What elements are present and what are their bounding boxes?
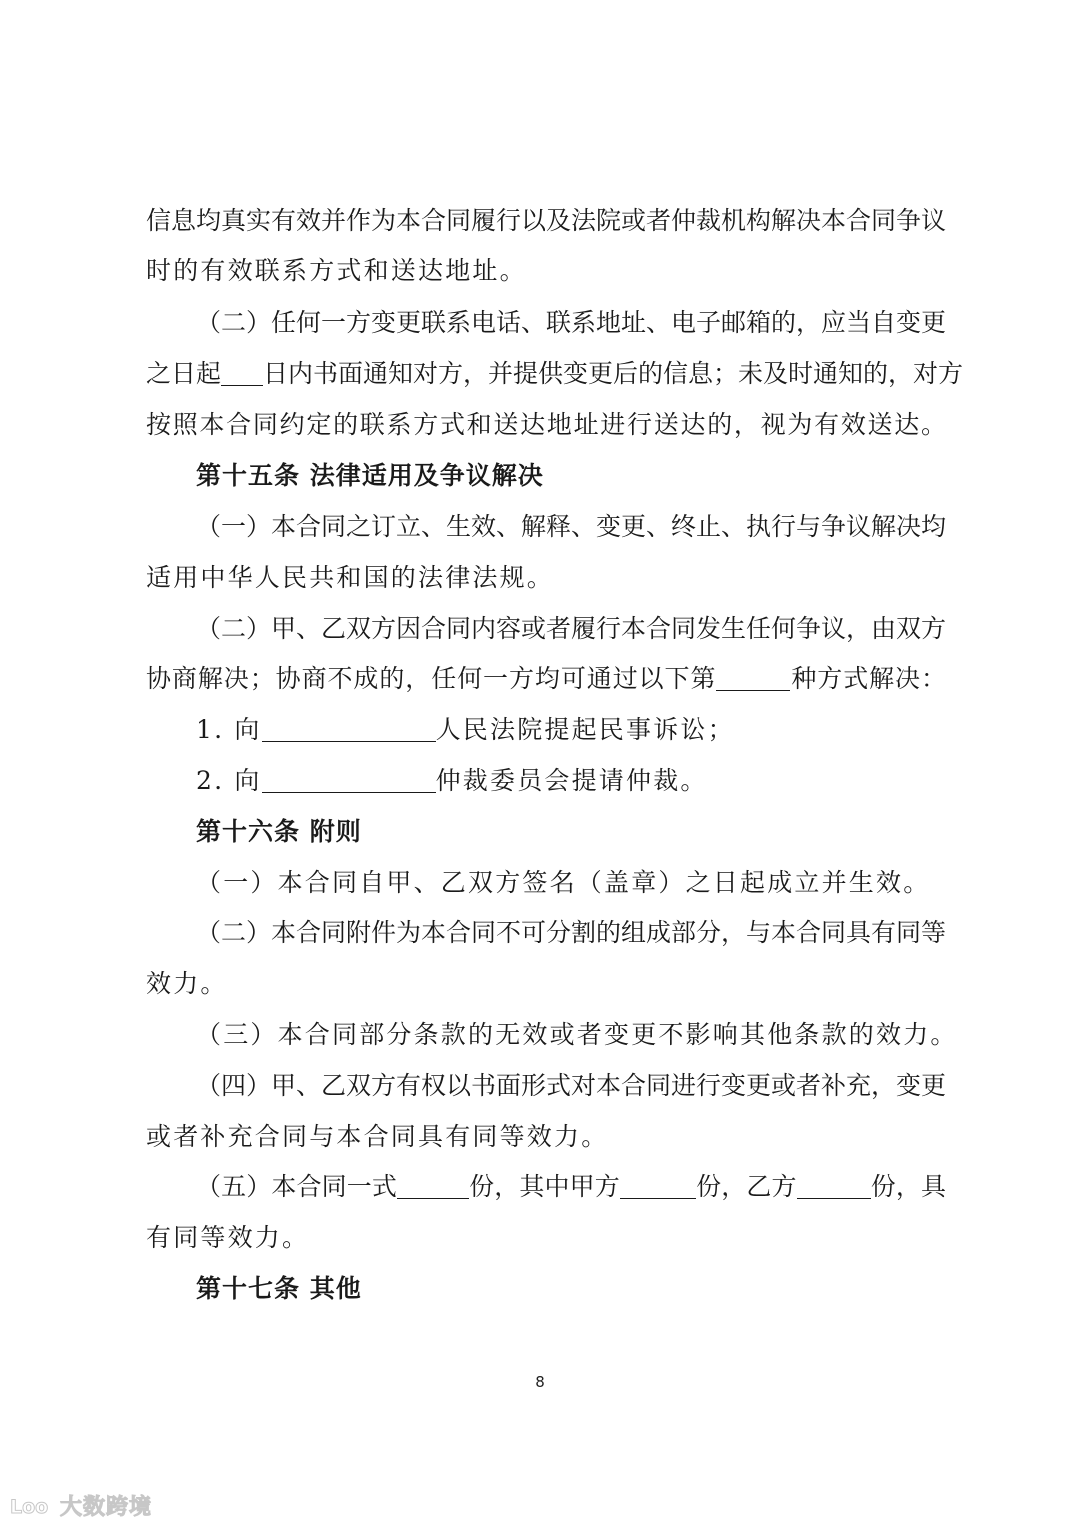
clause-16-4-line: 或者补充合同与本合同具有同等效力。 bbox=[146, 1122, 609, 1151]
article-17-heading: 第十七条 其他 bbox=[196, 1274, 362, 1303]
arbitration-name-blank[interactable] bbox=[262, 768, 436, 793]
clause-15-2-line: （二）甲、乙双方因合同内容或者履行本合同发生任何争议，由双方 bbox=[196, 614, 947, 643]
clause-14-2-line: 按照本合同约定的联系方式和送达地址进行送达的，视为有效送达。 bbox=[146, 410, 946, 439]
clause-14-2-line: 之日起 日内书面通知对方，并提供变更后的信息；未及时通知的，对方 bbox=[146, 359, 964, 388]
paragraph-line: 信息均真实有效并作为本合同履行以及法院或者仲裁机构解决本合同争议 bbox=[146, 206, 947, 235]
days-blank[interactable] bbox=[221, 361, 263, 386]
clause-14-2-line: （二）任何一方变更联系电话、联系地址、电子邮箱的，应当自变更 bbox=[196, 308, 947, 337]
watermark-text: 大数跨境 bbox=[60, 1495, 153, 1520]
clause-16-1-line: （一）本合同自甲、乙双方签名（盖章）之日起成立并生效。 bbox=[196, 868, 931, 897]
option-arbitration-line: 2. 向 仲裁委员会提请仲裁。 bbox=[196, 766, 708, 795]
clause-15-1-line: （一）本合同之订立、生效、解释、变更、终止、执行与争议解决均 bbox=[196, 512, 947, 541]
clause-16-2-line: 效力。 bbox=[146, 969, 228, 998]
watermark-logo-icon bbox=[8, 1493, 54, 1519]
total-copies-blank[interactable] bbox=[397, 1174, 469, 1199]
dispute-method-blank[interactable] bbox=[716, 666, 790, 691]
clause-15-1-line: 适用中华人民共和国的法律法规。 bbox=[146, 563, 555, 592]
court-name-blank[interactable] bbox=[262, 717, 436, 742]
clause-16-5-line: 有同等效力。 bbox=[146, 1223, 310, 1252]
clause-16-5-line: （五）本合同一式 份，其中甲方 份，乙方 份，具 bbox=[196, 1172, 946, 1201]
clause-16-2-line: （二）本合同附件为本合同不可分割的组成部分，与本合同具有同等 bbox=[196, 918, 947, 947]
paragraph-line: 时的有效联系方式和送达地址。 bbox=[146, 256, 527, 285]
option-court-line: 1. 向 人民法院提起民事诉讼； bbox=[196, 715, 735, 744]
svg-text:Loo: Loo bbox=[10, 1495, 49, 1518]
article-15-heading: 第十五条 法律适用及争议解决 bbox=[196, 461, 544, 490]
clause-16-4-line: （四）甲、乙双方有权以书面形式对本合同进行变更或者补充，变更 bbox=[196, 1071, 947, 1100]
watermark bbox=[8, 1490, 152, 1521]
clause-15-2-line: 协商解决；协商不成的，任何一方均可通过以下第 种方式解决： bbox=[146, 664, 946, 693]
party-b-copies-blank[interactable] bbox=[797, 1174, 871, 1199]
clause-16-3-line: （三）本合同部分条款的无效或者变更不影响其他条款的效力。 bbox=[196, 1020, 958, 1049]
article-16-heading: 第十六条 附则 bbox=[196, 817, 362, 846]
party-a-copies-blank[interactable] bbox=[620, 1174, 696, 1199]
page-number: 8 bbox=[535, 1373, 545, 1391]
